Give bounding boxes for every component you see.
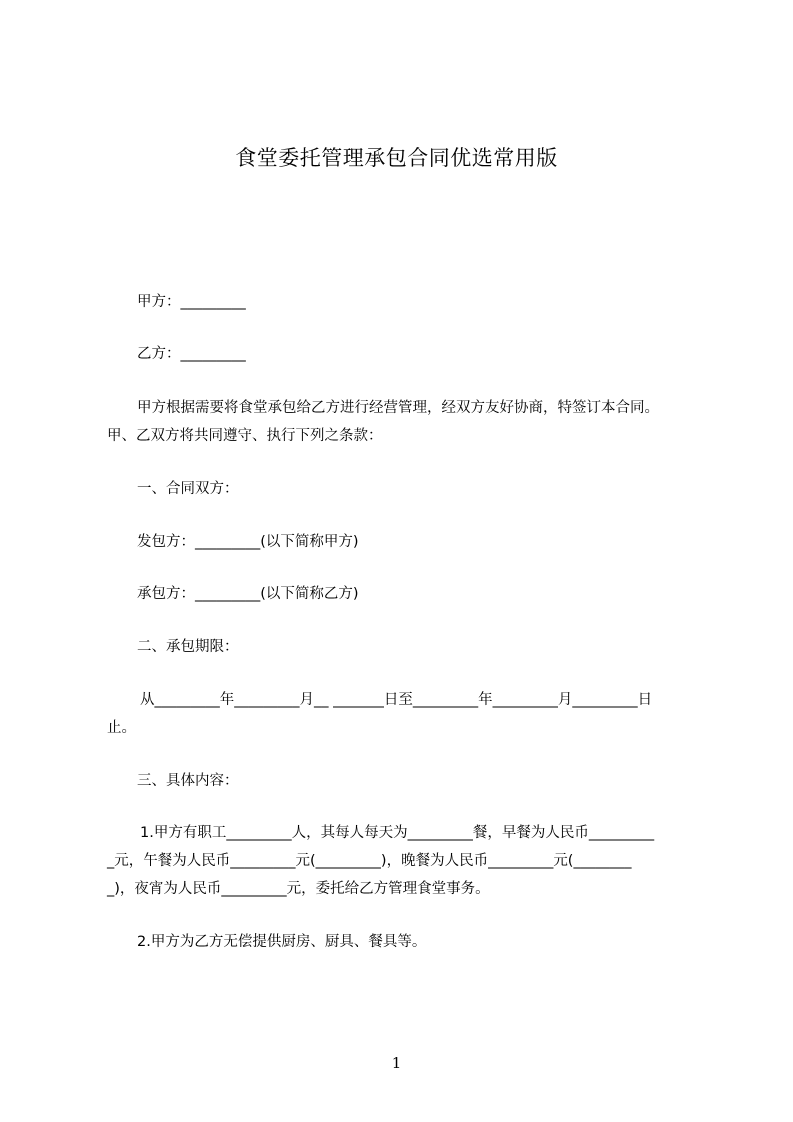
item-1-line-2: _元，午餐为人民币_________元(_________)，晚餐为人民币_________元(________ bbox=[107, 853, 632, 869]
party-a-line: 甲方：_________ bbox=[137, 294, 246, 310]
section-2-heading: 二、承包期限： bbox=[137, 639, 239, 655]
section-1-heading: 一、合同双方： bbox=[137, 481, 239, 497]
item-1-line-1: 1.甲方有职工_________人，其每人每天为_________餐，早餐为人民币_________ bbox=[140, 825, 655, 841]
section-3-heading: 三、具体内容： bbox=[137, 773, 239, 789]
period-line-1: 从_________年_________月__ _______日至_________年_________月_________日 bbox=[140, 692, 653, 708]
party-b-line: 乙方：_________ bbox=[137, 346, 246, 362]
page-number: 1 bbox=[391, 1054, 402, 1072]
item-1-line-3: _)，夜宵为人民币_________元，委托给乙方管理食堂事务。 bbox=[107, 881, 490, 897]
document-title: 食堂委托管理承包合同优选常用版 bbox=[235, 146, 558, 170]
contract-taker-line: 承包方：_________(以下简称乙方) bbox=[137, 586, 359, 602]
period-line-2: 止。 bbox=[107, 720, 136, 736]
contract-issuer-line: 发包方：_________(以下简称甲方) bbox=[137, 534, 359, 550]
item-2-line: 2.甲方为乙方无偿提供厨房、厨具、餐具等。 bbox=[137, 934, 427, 950]
intro-paragraph-line-2: 甲、乙双方将共同遵守、执行下列之条款： bbox=[107, 428, 383, 444]
intro-paragraph-line-1: 甲方根据需要将食堂承包给乙方进行经营管理，经双方友好协商，特签订本合同。 bbox=[137, 400, 659, 416]
